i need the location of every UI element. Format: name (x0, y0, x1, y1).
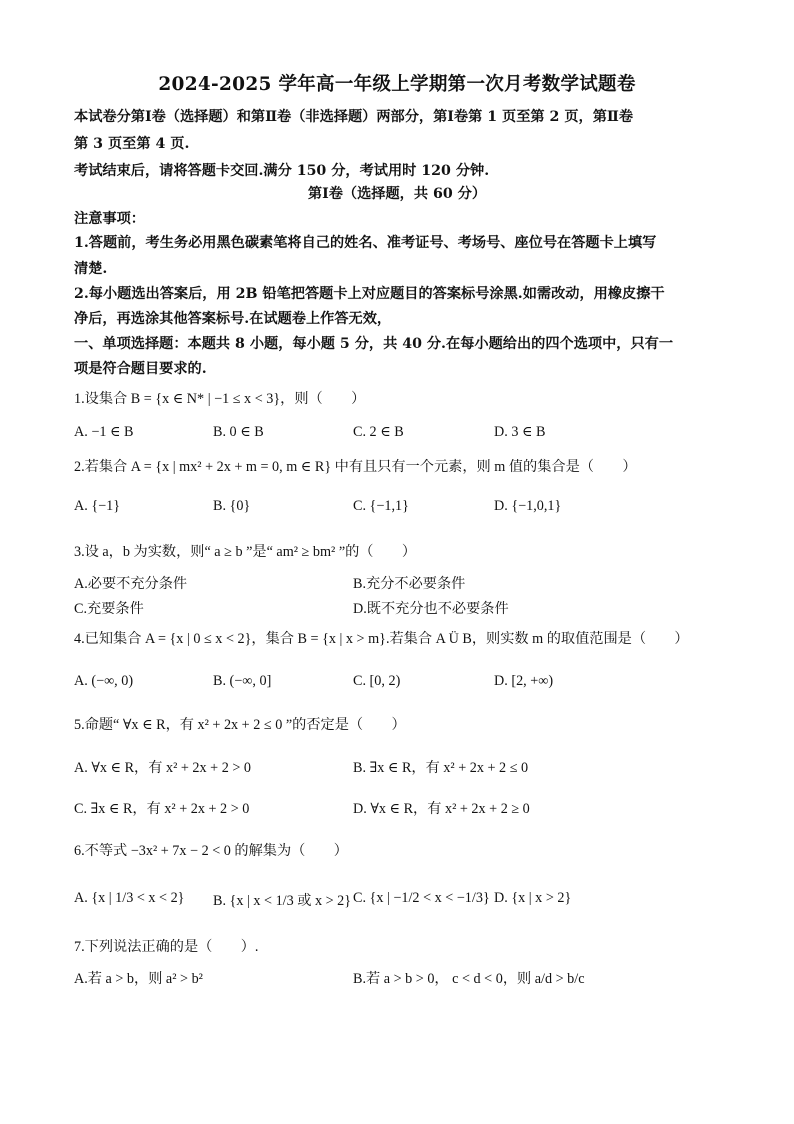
question-1-option-b: B. 0 ∈ B (213, 424, 264, 440)
question-6-stem: 6.不等式 −3x² + 7x − 2 < 0 的解集为（ ） (74, 843, 348, 859)
question-5-option-d: D. ∀x ∈ R，有 x² + 2x + 2 ≥ 0 (353, 801, 530, 817)
question-1-stem: 1.设集合 B = {x ∈ N* | −1 ≤ x < 3}，则（ ） (74, 391, 366, 407)
question-2-option-b: B. {0} (213, 498, 251, 514)
question-2-option-d: D. {−1,0,1} (494, 498, 562, 514)
note-1-line-2: 清楚. (74, 261, 108, 277)
question-4-option-c: C. [0, 2) (353, 673, 401, 689)
question-1-option-d: D. 3 ∈ B (494, 424, 546, 440)
part-1-line-1: 一、单项选择题：本题共 8 小题，每小题 5 分，共 40 分.在每小题给出的四个选项中，只有一 (74, 336, 674, 352)
note-2-line-2: 净后，再选涂其他答案标号.在试题卷上作答无效， (74, 311, 392, 327)
question-3-option-b: B.充分不必要条件 (353, 576, 466, 592)
part-1-line-2: 项是符合题目要求的. (74, 361, 207, 377)
question-5-option-b: B. ∃x ∈ R，有 x² + 2x + 2 ≤ 0 (353, 760, 529, 776)
question-5-option-a: A. ∀x ∈ R，有 x² + 2x + 2 > 0 (74, 760, 251, 776)
question-6-option-b: B. {x | x < 1/3 或 x > 2} (213, 893, 352, 909)
question-5-option-c: C. ∃x ∈ R，有 x² + 2x + 2 > 0 (74, 801, 250, 817)
question-2-option-c: C. {−1,1} (353, 498, 409, 514)
section-title: 第Ⅰ卷（选择题，共 60 分） (307, 186, 487, 202)
exam-title: 2024-2025 学年高一年级上学期第一次月考数学试题卷 (158, 74, 636, 95)
question-6-option-a: A. {x | 1/3 < x < 2} (74, 890, 185, 906)
question-4-option-d: D. [2, +∞) (494, 673, 554, 689)
question-7-stem: 7.下列说法正确的是（ ）. (74, 939, 259, 955)
question-4-option-a: A. (−∞, 0) (74, 673, 134, 689)
question-2-option-a: A. {−1} (74, 498, 121, 514)
question-3-option-a: A.必要不充分条件 (74, 576, 188, 592)
notes-heading: 注意事项： (74, 211, 145, 227)
question-6-option-d: D. {x | x > 2} (494, 890, 572, 906)
intro-line-1: 本试卷分第Ⅰ卷（选择题）和第Ⅱ卷（非选择题）两部分，第Ⅰ卷第 1 页至第 2 页，第Ⅱ卷 (74, 109, 634, 125)
question-1-option-c: C. 2 ∈ B (353, 424, 404, 440)
intro-line-3: 考试结束后，请将答题卡交回.满分 150 分，考试用时 120 分钟. (74, 163, 490, 179)
intro-line-2: 第 3 页至第 4 页. (74, 136, 190, 152)
question-4-stem: 4.已知集合 A = {x | 0 ≤ x < 2}，集合 B = {x | x > m}.若集合 A Ü B，则实数 m 的取值范围是（ ） (74, 631, 689, 647)
question-5-stem: 5.命题“ ∀x ∈ R，有 x² + 2x + 2 ≤ 0 ”的否定是（ ） (74, 717, 406, 733)
note-2-line-1: 2.每小题选出答案后，用 2B 铅笔把答题卡上对应题目的答案标号涂黑.如需改动，用橡皮擦干 (74, 286, 665, 302)
question-3-option-d: D.既不充分也不必要条件 (353, 601, 509, 617)
question-3-option-c: C.充要条件 (74, 601, 144, 617)
question-7-option-a: A.若 a > b，则 a² > b² (74, 971, 203, 987)
question-1-option-a: A. −1 ∈ B (74, 424, 134, 440)
note-1-line-1: 1.答题前，考生务必用黑色碳素笔将自己的姓名、准考证号、考场号、座位号在答题卡上填写 (74, 235, 657, 251)
question-3-stem: 3.设 a，b 为实数，则“ a ≥ b ”是“ am² ≥ bm² ”的（ ） (74, 544, 417, 560)
question-2-stem: 2.若集合 A = {x | mx² + 2x + m = 0, m ∈ R} 中有且只有一个元素，则 m 值的集合是（ ） (74, 459, 637, 475)
question-6-option-c: C. {x | −1/2 < x < −1/3} (353, 890, 490, 906)
question-7-option-b: B.若 a > b > 0， c < d < 0，则 a/d > b/c (353, 971, 585, 987)
question-4-option-b: B. (−∞, 0] (213, 673, 272, 689)
